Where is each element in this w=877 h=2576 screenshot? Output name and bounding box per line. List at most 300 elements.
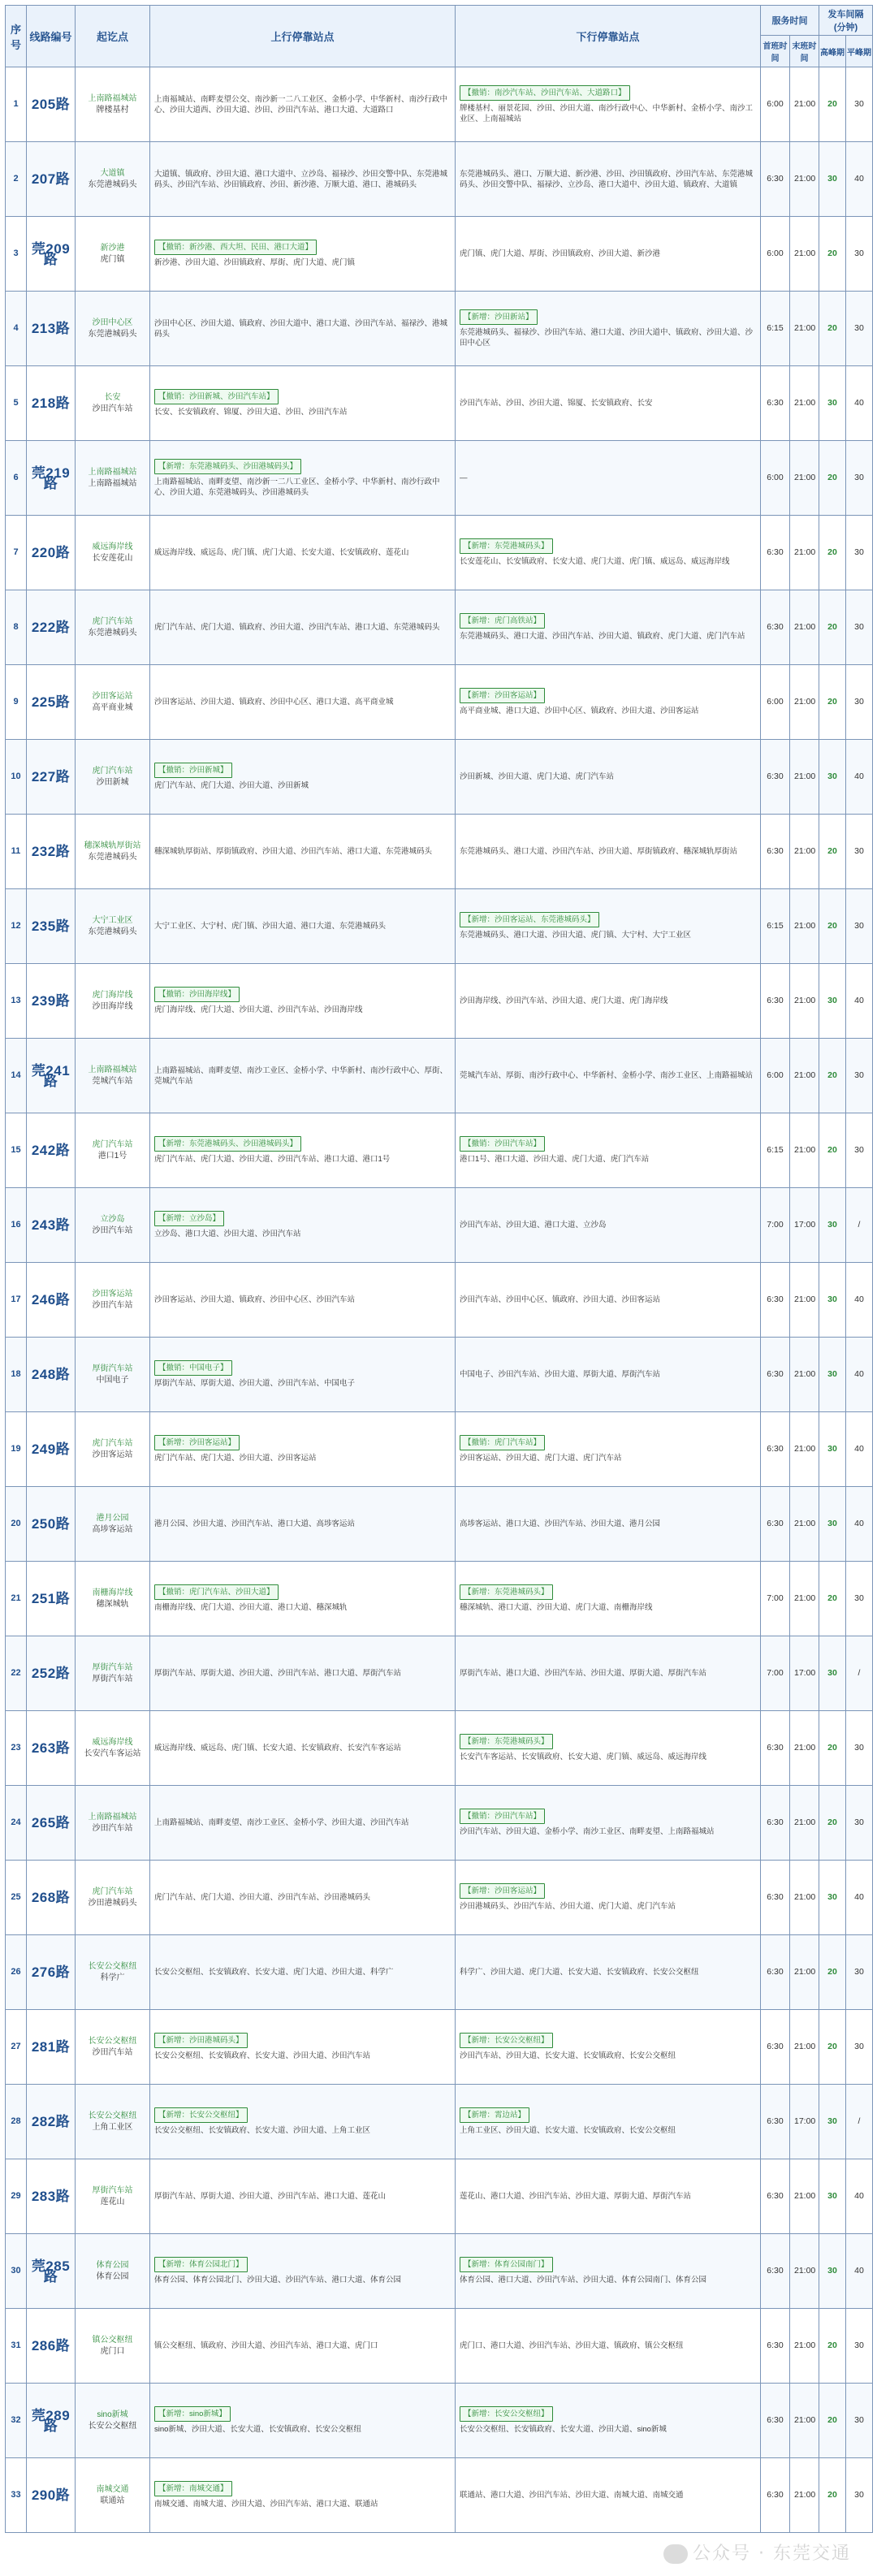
route-number: 220路 xyxy=(27,516,76,590)
terminal-end: 穗深城轨 xyxy=(96,1599,129,1609)
header-down-stops: 下行停靠站点 xyxy=(456,6,761,67)
route-number: 239路 xyxy=(27,964,76,1039)
down-stops-cell xyxy=(456,292,761,366)
down-notice: 【新增：沙田新站】 xyxy=(460,309,538,325)
route-terminals xyxy=(76,1636,150,1711)
terminal-end: 联通站 xyxy=(100,2496,125,2505)
down-notice: 【新增：霄边站】 xyxy=(460,2107,529,2123)
down-stops-cell xyxy=(456,665,761,740)
terminal-start: 港月公园 xyxy=(96,1513,129,1523)
last-bus-time: 21:00 xyxy=(790,2234,819,2309)
terminal-end: 体育公园 xyxy=(96,2271,129,2281)
table-row xyxy=(6,1562,873,1636)
up-stops-cell xyxy=(150,1487,456,1562)
terminal-start: 虎门汽车站 xyxy=(92,766,133,776)
up-stops: 南城交通、南城大道、沙田大道、沙田汽车站、港口大道、联通站 xyxy=(154,2500,378,2509)
up-stops-cell xyxy=(150,1935,456,2010)
route-number: 莞241路 xyxy=(27,1039,76,1113)
route-number: 莞289路 xyxy=(27,2384,76,2458)
peak-interval: 20 xyxy=(819,2010,846,2085)
peak-interval: 20 xyxy=(819,590,846,665)
terminal-start: 大道镇 xyxy=(100,168,125,178)
terminal-end: 虎门镇 xyxy=(100,254,125,264)
last-bus-time: 21:00 xyxy=(790,740,819,815)
terminal-start: 沙田客运站 xyxy=(92,1289,133,1299)
row-seq: 16 xyxy=(6,1188,27,1263)
route-terminals xyxy=(76,1113,150,1188)
down-stops: 沙田汽车站、沙田、沙田大道、锦厦、长安镇政府、长安 xyxy=(460,399,653,408)
header-interval-label: 发车间隔 xyxy=(827,10,864,19)
down-stops: 东莞港城码头、福禄沙、沙田汽车站、港口大道、沙田大道中、镇政府、沙田大道、沙田中心区 xyxy=(460,327,754,348)
timetable-container xyxy=(5,5,872,2533)
table-row xyxy=(6,1039,873,1113)
row-seq: 9 xyxy=(6,665,27,740)
route-terminals xyxy=(76,516,150,590)
terminal-end: 上角工业区 xyxy=(92,2122,133,2132)
up-stops: sino新城、沙田大道、长安大道、长安镇政府、长安公交枢纽 xyxy=(154,2425,361,2434)
peak-interval: 30 xyxy=(819,2234,846,2309)
down-notice: 【新增：东莞港城码头】 xyxy=(460,1584,553,1600)
terminal-end: 沙田汽车站 xyxy=(92,1823,133,1833)
up-stops: 沙田客运站、沙田大道、镇政府、沙田中心区、港口大道、高平商业城 xyxy=(154,698,394,707)
route-terminals xyxy=(76,366,150,441)
terminal-end: 牌楼基村 xyxy=(96,105,129,115)
row-seq: 12 xyxy=(6,889,27,964)
first-bus-time: 7:00 xyxy=(761,1636,790,1711)
last-bus-time: 21:00 xyxy=(790,2384,819,2458)
bus-route-table xyxy=(5,5,873,2533)
terminal-start: 上南路福城站 xyxy=(88,1812,137,1822)
route-terminals xyxy=(76,1562,150,1636)
peak-interval: 30 xyxy=(819,1636,846,1711)
down-stops-cell xyxy=(456,366,761,441)
terminal-end: 虎门口 xyxy=(100,2346,125,2356)
down-stops-cell xyxy=(456,590,761,665)
up-stops: 长安公交枢纽、长安镇政府、长安大道、虎门大道、沙田大道、科学广 xyxy=(154,1968,394,1977)
up-stops: 上南路福城站、南畔麦望、南沙新一二八工业区、金桥小学、中华新村、南沙行政中心、沙田大道、东莞港城码头、沙田港城码头 xyxy=(154,477,440,497)
down-stops-cell xyxy=(456,1562,761,1636)
peak-interval: 20 xyxy=(819,665,846,740)
up-notice: 【撤销：中国电子】 xyxy=(154,1360,232,1376)
terminal-start: 沙田中心区 xyxy=(92,318,133,327)
down-stops-cell xyxy=(456,1711,761,1786)
table-row xyxy=(6,2159,873,2234)
header-service-time: 服务时间 xyxy=(761,6,819,36)
terminal-end: 莞城汽车站 xyxy=(92,1076,133,1086)
route-terminals xyxy=(76,1935,150,2010)
route-terminals xyxy=(76,964,150,1039)
offpeak-interval: 40 xyxy=(846,1487,873,1562)
down-stops-cell xyxy=(456,964,761,1039)
header-last-bus: 末班时间 xyxy=(790,36,819,67)
offpeak-interval: 40 xyxy=(846,366,873,441)
terminal-end: 东莞港城码头 xyxy=(88,628,137,638)
offpeak-interval: 40 xyxy=(846,740,873,815)
last-bus-time: 17:00 xyxy=(790,1636,819,1711)
peak-interval: 20 xyxy=(819,516,846,590)
up-stops-cell xyxy=(150,1562,456,1636)
route-number: 263路 xyxy=(27,1711,76,1786)
table-row xyxy=(6,2384,873,2458)
terminal-end: 沙田港城码头 xyxy=(88,1898,137,1908)
row-seq: 18 xyxy=(6,1338,27,1412)
route-terminals xyxy=(76,217,150,292)
up-notice: 【新增：体育公园北门】 xyxy=(154,2257,248,2272)
terminal-end: 东莞港城码头 xyxy=(88,179,137,189)
peak-interval: 30 xyxy=(819,1861,846,1935)
last-bus-time: 21:00 xyxy=(790,1487,819,1562)
last-bus-time: 21:00 xyxy=(790,1412,819,1487)
down-stops: 科学广、沙田大道、虎门大道、长安大道、长安镇政府、长安公交枢纽 xyxy=(460,1968,699,1977)
up-notice: 【新增：南城交通】 xyxy=(154,2481,232,2496)
down-stops: 厚街汽车站、港口大道、沙田汽车站、沙田大道、厚街大道、厚街汽车站 xyxy=(460,1669,707,1678)
down-stops: 穗深城轨、港口大道、沙田大道、虎门大道、南栅海岸线 xyxy=(460,1603,653,1612)
table-row xyxy=(6,889,873,964)
down-stops-cell xyxy=(456,1188,761,1263)
table-row xyxy=(6,1263,873,1338)
up-stops-cell xyxy=(150,1188,456,1263)
down-stops-cell xyxy=(456,1039,761,1113)
down-stops: 沙田港城码头、沙田汽车站、沙田大道、虎门大道、虎门汽车站 xyxy=(460,1902,676,1911)
peak-interval: 20 xyxy=(819,1039,846,1113)
terminal-start: 虎门汽车站 xyxy=(92,1887,133,1896)
terminal-start: 立沙岛 xyxy=(100,1214,125,1224)
first-bus-time: 6:30 xyxy=(761,366,790,441)
up-stops-cell xyxy=(150,2458,456,2533)
down-notice: 【撤销：虎门汽车站】 xyxy=(460,1435,545,1450)
table-row xyxy=(6,2458,873,2533)
route-number: 248路 xyxy=(27,1338,76,1412)
up-stops-cell xyxy=(150,67,456,142)
row-seq: 25 xyxy=(6,1861,27,1935)
route-number: 227路 xyxy=(27,740,76,815)
down-stops-cell xyxy=(456,1263,761,1338)
table-row xyxy=(6,964,873,1039)
route-number: 265路 xyxy=(27,1786,76,1861)
table-row xyxy=(6,1338,873,1412)
terminal-start: 新沙港 xyxy=(100,243,125,253)
up-stops: 港月公园、沙田大道、沙田汽车站、港口大道、高埗客运站 xyxy=(154,1519,356,1528)
route-number: 莞209路 xyxy=(27,217,76,292)
route-number: 290路 xyxy=(27,2458,76,2533)
row-seq: 13 xyxy=(6,964,27,1039)
route-number: 225路 xyxy=(27,665,76,740)
table-row xyxy=(6,366,873,441)
up-stops-cell xyxy=(150,2010,456,2085)
terminal-start: 厚街汽车站 xyxy=(92,2185,133,2195)
terminal-start: 上南路福城站 xyxy=(88,1065,137,1074)
peak-interval: 30 xyxy=(819,1412,846,1487)
route-terminals xyxy=(76,590,150,665)
up-stops-cell xyxy=(150,815,456,889)
route-number: 252路 xyxy=(27,1636,76,1711)
last-bus-time: 21:00 xyxy=(790,1786,819,1861)
down-notice: 【新增：沙田客运站、东莞港城码头】 xyxy=(460,912,599,927)
up-stops: 威远海岸线、威远岛、虎门镇、长安大道、长安镇政府、长安汽车客运站 xyxy=(154,1744,402,1753)
terminal-end: 上南路福城站 xyxy=(88,478,137,488)
terminal-start: 上南路福城站 xyxy=(88,93,137,103)
table-row xyxy=(6,292,873,366)
route-terminals xyxy=(76,1487,150,1562)
row-seq: 17 xyxy=(6,1263,27,1338)
route-terminals xyxy=(76,441,150,516)
route-terminals xyxy=(76,2309,150,2384)
peak-interval: 30 xyxy=(819,1263,846,1338)
terminal-end: 东莞港城码头 xyxy=(88,852,137,862)
down-stops: 上角工业区、沙田大道、长安大道、长安镇政府、长安公交枢纽 xyxy=(460,2126,676,2135)
terminal-end: 高平商业城 xyxy=(92,702,133,712)
peak-interval: 20 xyxy=(819,889,846,964)
offpeak-interval: 30 xyxy=(846,889,873,964)
terminal-end: 长安公交枢纽 xyxy=(88,2421,137,2431)
route-terminals xyxy=(76,740,150,815)
down-stops-cell xyxy=(456,142,761,217)
table-row xyxy=(6,1113,873,1188)
offpeak-interval: 30 xyxy=(846,2309,873,2384)
first-bus-time: 7:00 xyxy=(761,1188,790,1263)
route-terminals xyxy=(76,1412,150,1487)
down-stops: 长安汽车客运站、长安镇政府、长安大道、虎门镇、威远岛、威远海岸线 xyxy=(460,1753,707,1761)
terminal-start: 虎门汽车站 xyxy=(92,1139,133,1149)
last-bus-time: 21:00 xyxy=(790,2458,819,2533)
row-seq: 14 xyxy=(6,1039,27,1113)
down-stops: 沙田汽车站、沙田大道、港口大道、立沙岛 xyxy=(460,1221,607,1230)
up-stops: 上南福城站、南畔麦望公交、南沙新一二八工业区、金桥小学、中华新村、南沙行政中心、沙田大道西、沙田大道、沙田、沙田汽车站、港口大道、大道路口 xyxy=(154,94,448,115)
up-notice: 【撤销：沙田新城】 xyxy=(154,763,232,778)
last-bus-time: 21:00 xyxy=(790,815,819,889)
first-bus-time: 6:30 xyxy=(761,2085,790,2159)
table-row xyxy=(6,142,873,217)
peak-interval: 20 xyxy=(819,2309,846,2384)
peak-interval: 20 xyxy=(819,2458,846,2533)
up-stops-cell xyxy=(150,2309,456,2384)
offpeak-interval: 30 xyxy=(846,1562,873,1636)
header-peak: 高峰期 xyxy=(819,36,846,67)
offpeak-interval: 30 xyxy=(846,590,873,665)
terminal-end: 莲花山 xyxy=(100,2197,125,2206)
terminal-start: 体育公园 xyxy=(96,2260,129,2270)
route-number: 207路 xyxy=(27,142,76,217)
terminal-start: 南城交通 xyxy=(96,2484,129,2494)
table-row xyxy=(6,1487,873,1562)
up-stops: 沙田客运站、沙田大道、镇政府、沙田中心区、沙田汽车站 xyxy=(154,1295,356,1304)
last-bus-time: 21:00 xyxy=(790,516,819,590)
down-stops: 莲花山、港口大道、沙田汽车站、沙田大道、厚街大道、厚街汽车站 xyxy=(460,2192,692,2201)
up-stops-cell xyxy=(150,217,456,292)
offpeak-interval: 40 xyxy=(846,964,873,1039)
last-bus-time: 21:00 xyxy=(790,2309,819,2384)
terminal-start: 威远海岸线 xyxy=(92,1737,133,1747)
row-seq: 30 xyxy=(6,2234,27,2309)
terminal-start: 厚街汽车站 xyxy=(92,1662,133,1672)
down-stops: 高埗客运站、港口大道、沙田汽车站、沙田大道、港月公园 xyxy=(460,1519,661,1528)
table-row xyxy=(6,217,873,292)
table-row xyxy=(6,2085,873,2159)
up-stops-cell xyxy=(150,1412,456,1487)
peak-interval: 30 xyxy=(819,740,846,815)
last-bus-time: 21:00 xyxy=(790,964,819,1039)
terminal-end: 长安莲花山 xyxy=(92,553,133,563)
down-stops-cell xyxy=(456,1935,761,2010)
row-seq: 1 xyxy=(6,67,27,142)
offpeak-interval: 30 xyxy=(846,67,873,142)
down-stops: 虎门口、港口大道、沙田汽车站、沙田大道、镇政府、镇公交枢纽 xyxy=(460,2341,684,2350)
table-row xyxy=(6,740,873,815)
row-seq: 3 xyxy=(6,217,27,292)
up-stops-cell xyxy=(150,889,456,964)
down-stops-cell xyxy=(456,815,761,889)
up-stops: 威远海岸线、威远岛、虎门镇、虎门大道、长安大道、长安镇政府、莲花山 xyxy=(154,548,409,557)
terminal-end: 沙田汽车站 xyxy=(92,404,133,413)
down-stops: 莞城汽车站、厚街、南沙行政中心、中华新村、金桥小学、南沙工业区、上南路福城站 xyxy=(460,1071,754,1080)
peak-interval: 20 xyxy=(819,217,846,292)
offpeak-interval: 30 xyxy=(846,815,873,889)
terminal-end: 港口1号 xyxy=(97,1151,127,1160)
down-stops: 体育公园、港口大道、沙田汽车站、沙田大道、体育公园南门、体育公园 xyxy=(460,2276,707,2284)
table-row xyxy=(6,2309,873,2384)
last-bus-time: 21:00 xyxy=(790,67,819,142)
first-bus-time: 6:30 xyxy=(761,516,790,590)
route-number: 282路 xyxy=(27,2085,76,2159)
first-bus-time: 6:30 xyxy=(761,2458,790,2533)
down-notice: 【撤销：沙田汽车站】 xyxy=(460,1136,545,1152)
terminal-end: 沙田汽车站 xyxy=(92,1300,133,1310)
first-bus-time: 6:30 xyxy=(761,2384,790,2458)
up-stops-cell xyxy=(150,665,456,740)
down-stops-cell xyxy=(456,217,761,292)
down-stops: 东莞港城码头、港口、万顺大道、新沙港、沙田、沙田镇政府、沙田汽车站、东莞港城码头、沙田交警中队、福禄沙、立沙岛、港口大道中、沙田大道、镇政府、大道镇 xyxy=(460,169,754,189)
route-terminals xyxy=(76,2010,150,2085)
header-interval xyxy=(819,6,873,36)
down-stops: 虎门镇、虎门大道、厚街、沙田镇政府、沙田大道、新沙港 xyxy=(460,249,661,258)
up-stops: 虎门汽车站、虎门大道、沙田大道、沙田客运站 xyxy=(154,1454,317,1463)
first-bus-time: 6:30 xyxy=(761,1412,790,1487)
offpeak-interval: 30 xyxy=(846,292,873,366)
last-bus-time: 17:00 xyxy=(790,2085,819,2159)
up-stops-cell xyxy=(150,964,456,1039)
down-stops: 沙田新城、沙田大道、虎门大道、虎门汽车站 xyxy=(460,772,615,781)
offpeak-interval: 30 xyxy=(846,665,873,740)
terminal-start: 虎门汽车站 xyxy=(92,1438,133,1448)
down-notice: 【新增：沙田客运站】 xyxy=(460,1883,545,1899)
peak-interval: 30 xyxy=(819,1338,846,1412)
first-bus-time: 6:30 xyxy=(761,2234,790,2309)
last-bus-time: 21:00 xyxy=(790,1861,819,1935)
down-stops-cell xyxy=(456,2309,761,2384)
up-stops: 上南路福城站、南畔麦望、南沙工业区、金桥小学、中华新村、南沙行政中心、厚街、莞城汽车站 xyxy=(154,1065,448,1086)
up-stops: 虎门汽车站、虎门大道、沙田大道、沙田新城 xyxy=(154,781,309,790)
route-terminals xyxy=(76,1263,150,1338)
first-bus-time: 6:30 xyxy=(761,590,790,665)
offpeak-interval: 30 xyxy=(846,1935,873,2010)
up-stops: 厚街汽车站、厚街大道、沙田大道、沙田汽车站、中国电子 xyxy=(154,1379,356,1388)
terminal-start: 沙田客运站 xyxy=(92,691,133,701)
up-stops-cell xyxy=(150,441,456,516)
down-stops: 沙田汽车站、沙田大道、长安大道、长安镇政府、长安公交枢纽 xyxy=(460,2051,676,2060)
down-stops-cell xyxy=(456,2384,761,2458)
header-first-bus: 首班时间 xyxy=(761,36,790,67)
route-number: 莞285路 xyxy=(27,2234,76,2309)
first-bus-time: 6:30 xyxy=(761,815,790,889)
down-stops-cell xyxy=(456,2010,761,2085)
first-bus-time: 6:30 xyxy=(761,2309,790,2384)
terminal-start: 虎门海岸线 xyxy=(92,990,133,1000)
first-bus-time: 6:15 xyxy=(761,292,790,366)
terminal-start: 上南路福城站 xyxy=(88,467,137,477)
first-bus-time: 6:30 xyxy=(761,1263,790,1338)
up-notice: 【新增：东莞港城码头、沙田港城码头】 xyxy=(154,1136,301,1152)
row-seq: 32 xyxy=(6,2384,27,2458)
up-stops-cell xyxy=(150,740,456,815)
terminal-start: 长安公交枢纽 xyxy=(88,2036,137,2046)
up-stops: 虎门汽车站、虎门大道、镇政府、沙田大道、沙田汽车站、港口大道、东莞港城码头 xyxy=(154,623,440,632)
up-stops-cell xyxy=(150,2234,456,2309)
up-stops: 镇公交枢纽、镇政府、沙田大道、沙田汽车站、港口大道、虎门口 xyxy=(154,2341,378,2350)
up-stops-cell xyxy=(150,1338,456,1412)
terminal-start: 长安公交枢纽 xyxy=(88,2111,137,2120)
route-number: 268路 xyxy=(27,1861,76,1935)
table-row xyxy=(6,1935,873,2010)
down-stops: — xyxy=(460,473,468,482)
up-notice: 【新增：长安公交枢纽】 xyxy=(154,2107,248,2123)
down-notice: 【新增：虎门高铁站】 xyxy=(460,613,545,629)
offpeak-interval: 40 xyxy=(846,1263,873,1338)
row-seq: 31 xyxy=(6,2309,27,2384)
first-bus-time: 6:00 xyxy=(761,67,790,142)
offpeak-interval: / xyxy=(846,1188,873,1263)
first-bus-time: 6:30 xyxy=(761,964,790,1039)
route-terminals xyxy=(76,665,150,740)
up-stops-cell xyxy=(150,366,456,441)
up-stops: 长安、长安镇政府、锦厦、沙田大道、沙田、沙田汽车站 xyxy=(154,408,348,417)
down-stops: 沙田海岸线、沙田汽车站、沙田大道、虎门大道、虎门海岸线 xyxy=(460,996,668,1005)
last-bus-time: 21:00 xyxy=(790,1113,819,1188)
route-terminals xyxy=(76,2458,150,2533)
terminal-start: 大宁工业区 xyxy=(92,915,133,925)
watermark xyxy=(663,2539,851,2565)
route-terminals xyxy=(76,292,150,366)
route-terminals xyxy=(76,1786,150,1861)
terminal-start: 穗深城轨厚街站 xyxy=(84,841,141,850)
table-row xyxy=(6,1786,873,1861)
first-bus-time: 6:15 xyxy=(761,889,790,964)
header-interval-unit: (分钟) xyxy=(833,23,858,32)
row-seq: 2 xyxy=(6,142,27,217)
offpeak-interval: 40 xyxy=(846,2234,873,2309)
up-stops: 虎门汽车站、虎门大道、沙田大道、沙田汽车站、港口大道、港口1号 xyxy=(154,1155,391,1164)
down-stops-cell xyxy=(456,1861,761,1935)
up-stops: 新沙港、沙田大道、沙田镇政府、厚街、虎门大道、虎门镇 xyxy=(154,258,356,267)
last-bus-time: 21:00 xyxy=(790,1338,819,1412)
up-notice: 【新增：沙田港城码头】 xyxy=(154,2033,248,2048)
down-stops-cell xyxy=(456,2085,761,2159)
down-stops: 牌楼基村、丽景花园、沙田、沙田大道、南沙行政中心、中华新村、金桥小学、南沙工业区、上南福城站 xyxy=(460,103,754,123)
down-stops: 长安公交枢纽、长安镇政府、长安大道、沙田大道、sino新城 xyxy=(460,2425,667,2434)
terminal-start: 镇公交枢纽 xyxy=(92,2335,133,2345)
last-bus-time: 21:00 xyxy=(790,292,819,366)
last-bus-time: 21:00 xyxy=(790,441,819,516)
peak-interval: 20 xyxy=(819,1711,846,1786)
row-seq: 22 xyxy=(6,1636,27,1711)
route-number: 222路 xyxy=(27,590,76,665)
down-stops: 沙田客运站、沙田大道、虎门大道、虎门汽车站 xyxy=(460,1454,622,1463)
last-bus-time: 17:00 xyxy=(790,1188,819,1263)
peak-interval: 20 xyxy=(819,1786,846,1861)
up-notice: 【撤销：新沙港、西大坦、民田、港口大道】 xyxy=(154,240,317,255)
offpeak-interval: 40 xyxy=(846,1861,873,1935)
peak-interval: 20 xyxy=(819,441,846,516)
up-stops: 体育公园、体育公园北门、沙田大道、沙田汽车站、港口大道、体育公园 xyxy=(154,2276,402,2284)
